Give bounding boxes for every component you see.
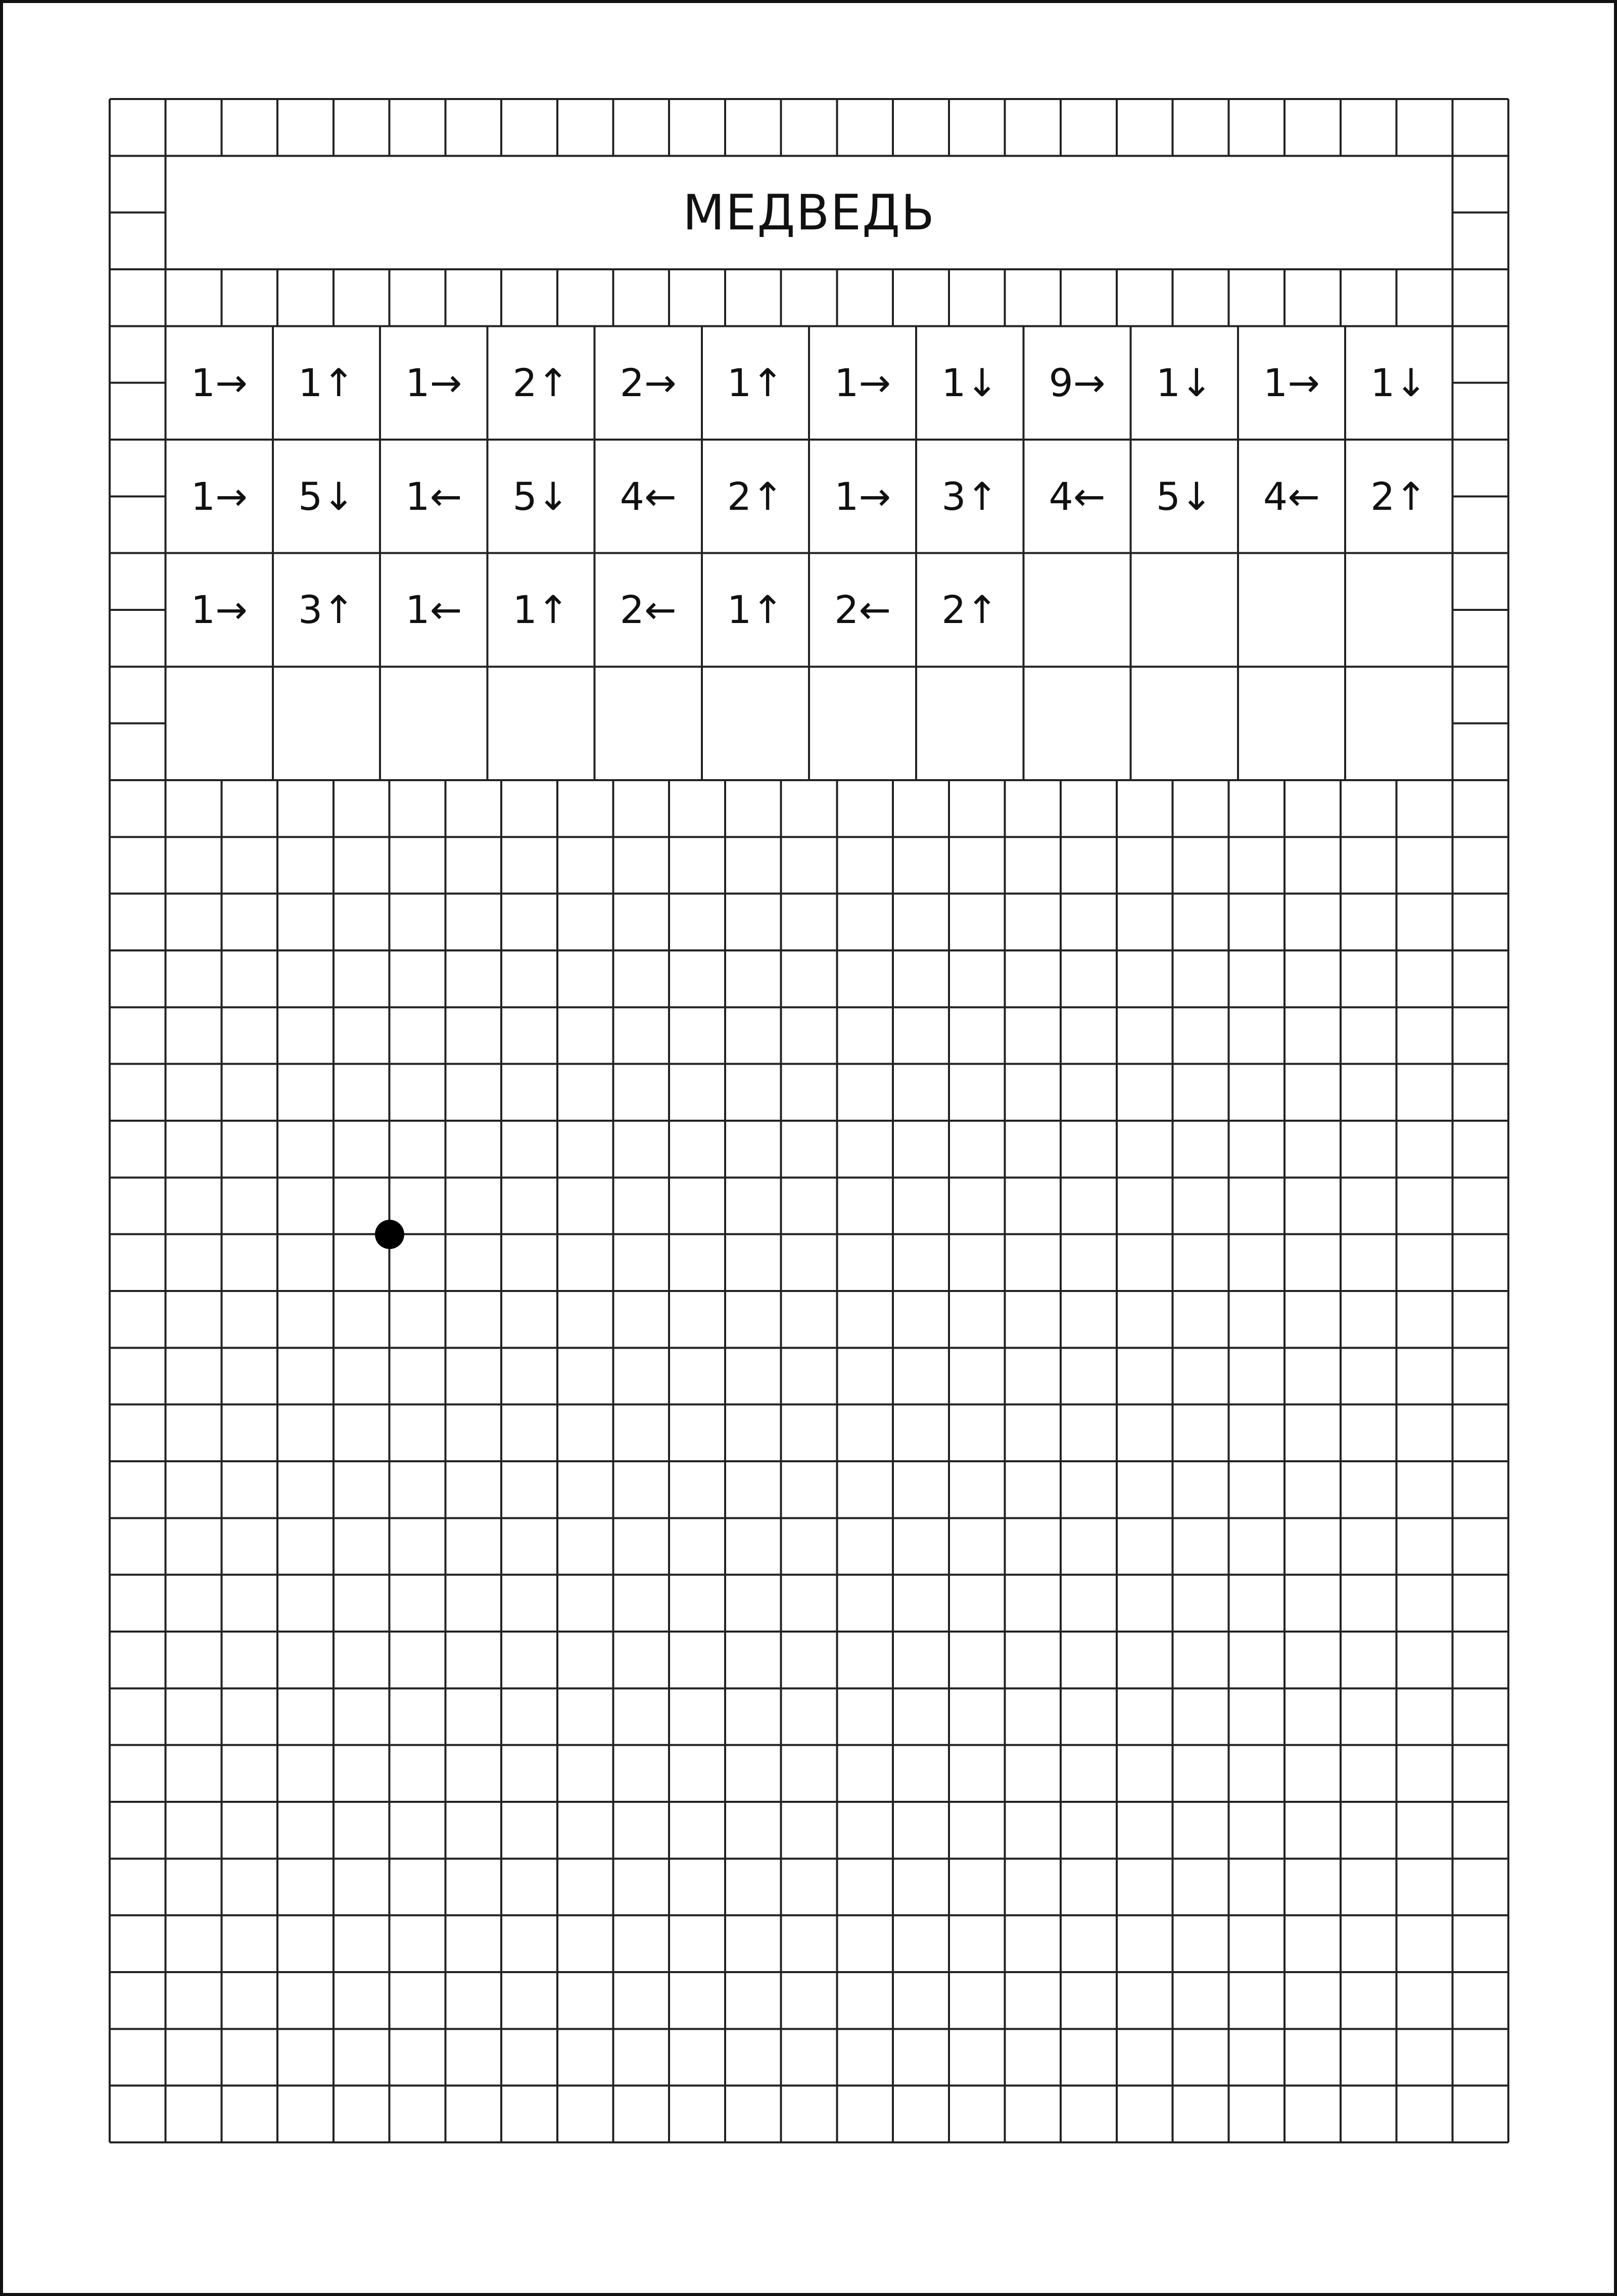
instruction-cell: 4← — [1263, 473, 1320, 519]
instruction-cell: 1→ — [191, 360, 248, 406]
instruction-cell: 3↑ — [298, 587, 355, 633]
instruction-cell: 9→ — [1049, 360, 1106, 406]
instruction-cell: 1← — [405, 587, 462, 633]
instruction-cell: 1↑ — [727, 360, 784, 406]
instruction-cell — [1345, 553, 1452, 667]
instruction-cell: 1→ — [191, 473, 248, 519]
instruction-cell: 1↑ — [512, 587, 569, 633]
instruction-cell — [916, 666, 1023, 780]
instruction-cell — [595, 666, 702, 780]
instruction-cell: 4← — [1049, 473, 1106, 519]
instruction-cell — [702, 666, 809, 780]
instruction-cell — [166, 666, 273, 780]
instruction-cell: 3↑ — [941, 473, 998, 519]
instruction-cell — [809, 666, 916, 780]
instruction-cell: 2↑ — [512, 360, 569, 406]
instruction-cell — [1023, 666, 1130, 780]
instruction-cell — [487, 666, 594, 780]
instruction-cell: 1↑ — [298, 360, 355, 406]
instruction-cell: 1↓ — [1370, 360, 1428, 406]
instruction-cell: 1→ — [405, 360, 462, 406]
instruction-cell: 1→ — [191, 587, 248, 633]
start-dot — [375, 1220, 404, 1249]
instruction-cell — [1131, 666, 1238, 780]
instruction-cell: 2← — [834, 587, 891, 633]
instruction-cell — [380, 666, 487, 780]
instruction-cell: 5↓ — [298, 473, 355, 519]
instruction-cell: 5↓ — [1156, 473, 1213, 519]
instruction-cell — [1023, 553, 1130, 667]
instruction-cell — [1131, 553, 1238, 667]
instruction-cell: 2↑ — [1370, 473, 1428, 519]
instruction-cell: 1← — [405, 473, 462, 519]
instruction-cell: 2→ — [620, 360, 677, 406]
instruction-cell — [273, 666, 380, 780]
instruction-cell: 2↑ — [941, 587, 998, 633]
instruction-cell: 2← — [620, 587, 677, 633]
instruction-cell — [1345, 666, 1452, 780]
instruction-cell: 1↓ — [1156, 360, 1213, 406]
instruction-cell — [1238, 666, 1345, 780]
instruction-cell: 5↓ — [512, 473, 569, 519]
instruction-cell: 1↑ — [727, 587, 784, 633]
worksheet-title: МЕДВЕДЬ — [683, 184, 935, 241]
instruction-cell: 4← — [620, 473, 677, 519]
instruction-cell: 1↓ — [941, 360, 998, 406]
instruction-cell: 2↑ — [727, 473, 784, 519]
instruction-cell: 1→ — [834, 360, 891, 406]
instruction-cell: 1→ — [834, 473, 891, 519]
instruction-cell — [1238, 553, 1345, 667]
instruction-cell: 1→ — [1263, 360, 1320, 406]
